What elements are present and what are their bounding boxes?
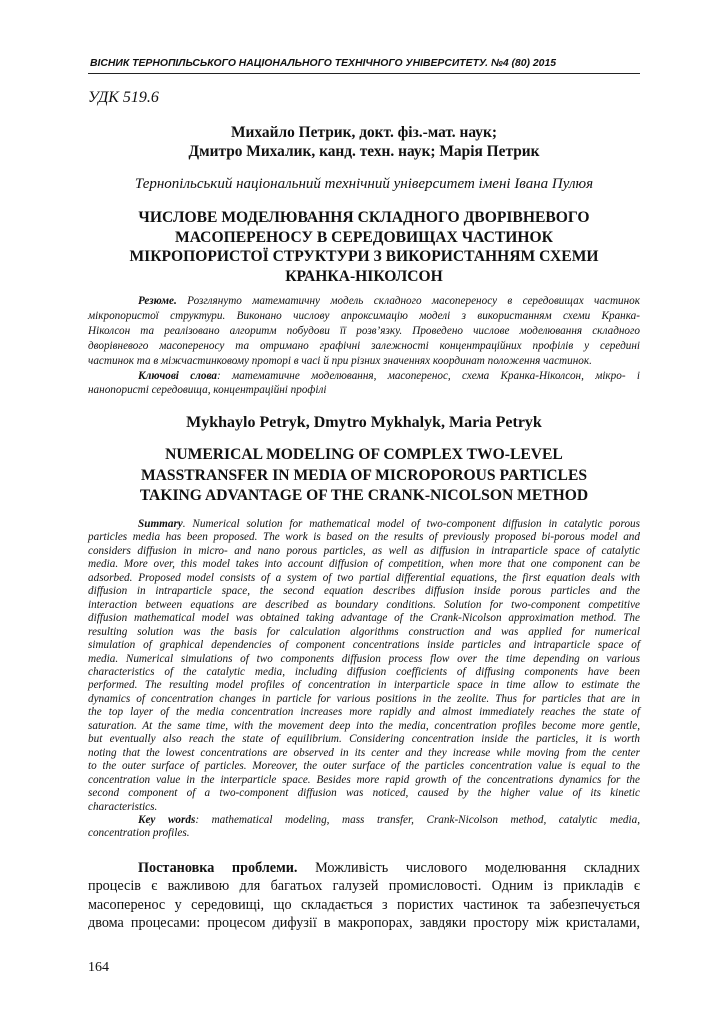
udk-code: УДК 519.6 (88, 89, 159, 106)
abstract-line: concentration value in the interparticle space. Besides more rapid growth of the concentrations dynamics for the (88, 773, 640, 786)
authors-english: Mykhaylo Petryk, Dmytro Mykhalyk, Maria Petryk (186, 414, 542, 431)
abstract-line: Summary. Numerical solution for mathematical model of two-component diffusion in catalytic porous (138, 518, 640, 530)
running-head: ВІСНИК ТЕРНОПІЛЬСЬКОГО НАЦІОНАЛЬНОГО ТЕХНІЧНОГО УНІВЕРСИТЕТУ. №4 (80) 2015 (90, 58, 557, 69)
title-line: TAKING ADVANTAGE OF THE CRANK-NICOLSON METHOD (139, 487, 589, 504)
body-paragraph (88, 859, 640, 933)
header-rule (88, 73, 640, 74)
affiliation: Тернопільський національний технічний університет імені Івана Пулюя (134, 176, 594, 192)
abstract-line: the top layer of the media concentration increases more rapidly and almost immediately reaches the state of (88, 706, 640, 719)
title-line: МАСОПЕРЕНОСУ В СЕРЕДОВИЩАХ ЧАСТИНОК (174, 228, 553, 246)
abstract-line: adsorbed. Proposed model consists of a system of two partial differential equations, the first equation deals with (88, 571, 640, 584)
abstract-line: but eventually also reach the state of equilibrium. Considering concentration inside the particles, it is worth (88, 733, 640, 746)
abstract-line: resulting solution was the basis for calculation algorithms construction and was applied for numerical (88, 625, 640, 638)
abstract-ukrainian (88, 294, 640, 398)
title-english (88, 445, 640, 507)
abstract-line: performed. The resulting model profiles of concentration in interparticle space in time allow to estimate the (88, 679, 640, 692)
abstract-line: мікропористої структури. Виконано числову апроксимацію моделі з використанням схеми Кранка- (88, 309, 640, 322)
keywords-line: concentration profiles. (88, 827, 190, 840)
abstract-line: dynamics of concentration changes in particle for various positions in the zeolite. Thus for particles that are in (88, 692, 640, 705)
abstract-line: Ніколсон та реалізовано алгоритм побудови її розв’язку. Проведено числове моделювання складного (88, 324, 640, 337)
title-line: МІКРОПОРИСТОЇ СТРУКТУРИ З ВИКОРИСТАННЯМ СХЕМИ (129, 248, 599, 265)
title-line: КРАНКА-НІКОЛСОН (285, 267, 443, 285)
page-number: 164 (88, 960, 109, 975)
keywords-line: нанопористі середовища, концентраційні профілі (88, 384, 327, 397)
abstract-line: particles media has been proposed. The work is based on the results of previously proposed bi-porous model and (88, 531, 640, 544)
abstract-line: interaction between equations are described as boundary conditions. Solution for two-component competitive (88, 598, 640, 611)
keywords-line: Ключові слова: математичне моделювання, масоперенос, схема Кранка-Ніколсон, мікро- і (138, 369, 640, 382)
title-line: NUMERICAL MODELING OF COMPLEX TWO-LEVEL (165, 446, 563, 463)
abstract-line: дворівневого масопереносу та отримано графічні залежності концентраційних профілів у середині (88, 339, 640, 352)
abstract-english (88, 518, 640, 841)
abstract-line: media. Numerical simulations of two components diffusion process flow over the time depending on various (88, 652, 640, 665)
authors-line: Дмитро Михалик, канд. техн. наук; Марія Петрик (188, 143, 540, 160)
keywords-label: Ключові слова (138, 369, 218, 382)
body-line: Постановка проблеми. Можливість числового моделювання складних (138, 860, 640, 876)
section-heading: Постановка проблеми. (138, 860, 298, 876)
title-line: ЧИСЛОВЕ МОДЕЛЮВАННЯ СКЛАДНОГО ДВОРІВНЕВОГО (138, 209, 590, 226)
summary-label: Summary (138, 518, 183, 530)
abstract-label: Резюме. (138, 295, 177, 307)
body-line: процесів є важливою для багатьох галузей промисловості. Одним із прикладів є (88, 878, 640, 895)
authors-line: Михайло Петрик, докт. фіз.-мат. наук; (231, 124, 497, 141)
keywords-label: Key words (138, 813, 196, 826)
abstract-line: частинок та в міжчастинковому проторі в часі й при різних значеннях координат положення частинок. (88, 354, 592, 367)
title-ukrainian (88, 208, 640, 286)
title-line: MASSTRANSFER IN MEDIA OF MICROPOROUS PARTICLES (140, 466, 588, 484)
abstract-line: saturation. At the same time, with the movement deep into the media, concentration profiles become more gentle, (88, 719, 640, 732)
abstract-line: diffusion in intraparticle space, the second equation describes diffusion inside porous particles and the (88, 585, 640, 598)
abstract-line: second component of a two-component diffusion was noticed, caused by the higher value of its kinetic (88, 787, 640, 800)
body-line: масоперенос у середовищі, що складається з пористих частинок та забезпечується (88, 896, 640, 913)
body-line: двома процесами: процесом дифузії в макропорах, завдяки простору між кристалами, (88, 915, 640, 932)
abstract-line: noting that the lowest concentrations are observed in its center and they increase while moving from the center (88, 746, 640, 759)
abstract-line: Резюме. Розглянуто математичну модель складного масопереносу в середовищах частинок (138, 295, 640, 307)
authors-ukrainian (88, 123, 640, 161)
keywords-line: Key words: mathematical modeling, mass transfer, Crank-Nicolson method, catalytic media, (138, 813, 640, 826)
abstract-line: characteristics of the catalytic media, including diffusion coefficients of diffusing components have been (88, 665, 640, 678)
abstract-line: considers diffusion in micro- and nano porous particles, as well as diffusion in intraparticle space of catalytic (88, 544, 640, 557)
abstract-line: characteristics. (88, 800, 158, 813)
abstract-line: to the outer surface of particles. Moreover, the outer surface of the particles concentration value is equal to the (88, 760, 640, 773)
abstract-line: media. More over, this model takes into account diffusion of competition, when more that one component can be (88, 558, 640, 571)
abstract-line: diffusion mathematical model was obtained taking advantage of the Crank-Nicolson approximation method. The (88, 612, 640, 625)
abstract-line: simulation of graphical dependencies of component concentrations inside particles and intraparticle space of (88, 639, 640, 652)
